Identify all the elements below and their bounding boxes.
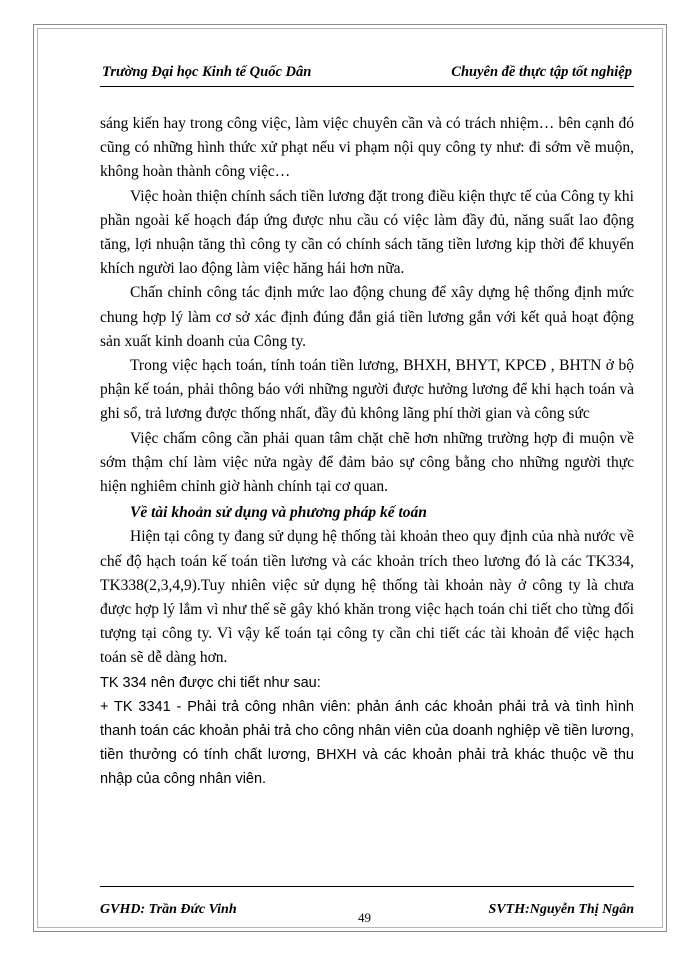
header-university: Trường Đại học Kinh tế Quốc Dân [102,64,312,80]
paragraph-salary-policy: Việc hoàn thiện chính sách tiền lương đặt trong điều kiện thực tế của Công ty khi phần ngoài kế hoạch đáp ứng được nhu cầu có việc làm đầy đủ, năng suất lao động tăng, lợi nhuận tăng thì công ty cần có chính sách tăng tiền lương kịp thời để khuyến khích người lao động làm việc hăng hái hơn nữa. [100,187,634,278]
paragraph-accounting: Trong việc hạch toán, tính toán tiền lương, BHXH, BHYT, KPCĐ , BHTN ở bộ phận kế toán, phải thông báo với những người được hưởng lương để khi hạch toán và ghi sổ, trả lương được thống nhất, đầy đủ không lãng phí thời gian và công sức [100,357,634,423]
document-body [100,112,634,792]
footer-rule [100,886,634,887]
header-report-title: Chuyên đề thực tập tốt nghiệp [451,64,632,80]
paragraph-tk3341: + TK 3341 - Phải trả công nhân viên: phản ánh các khoản phải trả và tình hình thanh toán các khoản phải trả cho công nhân viên của doanh nghiệp về tiền lương, tiền thưởng có tính chất lương, BHXH và các khoản phải trả khác thuộc về thu nhập của công nhân viên. [100,698,634,788]
paragraph-continued: sáng kiến hay trong công việc, làm việc chuyên cần và có trách nhiệm… bên cạnh đó cũng có những hình thức xử phạt nếu vi phạm nội quy công ty như: đi sớm về muộn, không hoàn thành công việc… [100,115,634,181]
footer-student: SVTH:Nguyễn Thị Ngân [488,902,634,917]
header-rule [100,86,634,87]
paragraph-accounts: Hiện tại công ty đang sử dụng hệ thống tài khoản theo quy định của nhà nước về chế độ hạch toán kế toán tiền lương và các khoản trích theo lương đó là các TK334, TK338(2,3,4,9).Tuy nhiên việc sử dụng hệ thống tài khoản này ở công ty là chưa được hợp lý lắm vì như thế sẽ gây khó khăn trong việc hạch toán chi tiết cho từng đối tượng tại công ty. Vì vậy kế toán tại công ty cần chi tiết các tài khoản để việc hạch toán sẽ dễ dàng hơn. [100,528,634,667]
section-heading: Về tài khoản sử dụng và phương pháp kế toán [130,504,427,522]
page-number: 49 [358,910,371,925]
paragraph-timekeeping: Việc chấm công cần phải quan tâm chặt chẽ hơn những trường hợp đi muộn về sớm thậm chí làm việc nửa ngày để đảm bảo sự công bằng cho những người thực hiện nghiêm chỉnh giờ hành chính tại cơ quan. [100,429,634,496]
paragraph-labor-norms: Chấn chỉnh công tác định mức lao động chung để xây dựng hệ thống định mức chung hợp lý làm cơ sở xác định đúng đắn giá tiền lương gắn với kết quả hoạt động sản xuất kinh doanh của Công ty. [100,284,634,350]
footer-supervisor: GVHD: Trần Đức Vinh [100,902,237,917]
paragraph-tk334-intro: TK 334 nên được chi tiết như sau: [100,674,321,691]
page-footer [100,902,634,926]
page-header [102,64,632,84]
